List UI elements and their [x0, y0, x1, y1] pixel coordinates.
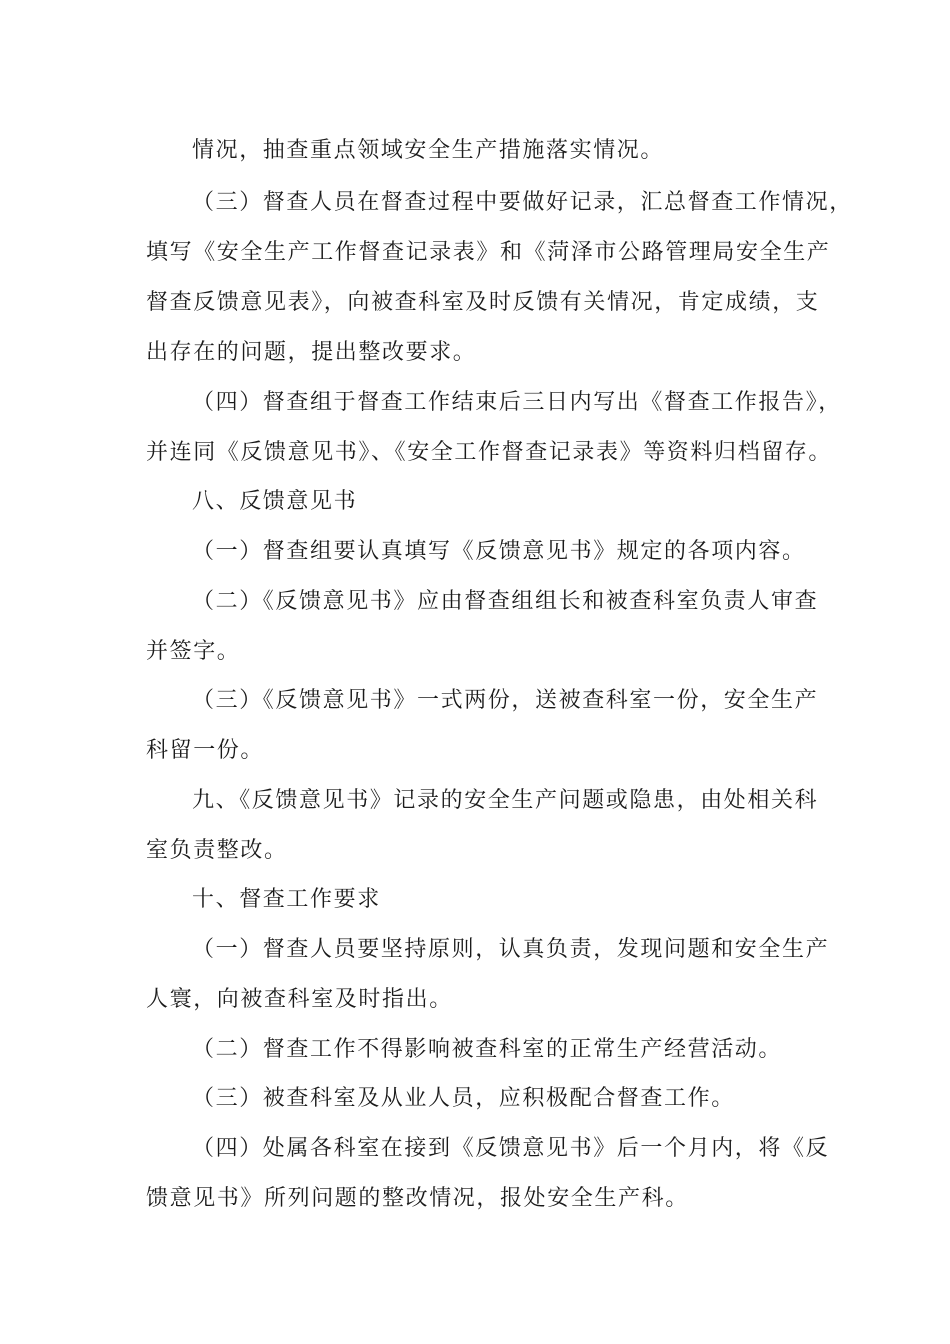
paragraph-line-7: 并连同《反馈意见书》、《安全工作督查记录表》等资料归档留存。 [146, 440, 833, 465]
paragraph-line-12: （三）《反馈意见书》一式两份，送被查科室一份，安全生产 [192, 688, 819, 713]
paragraph-line-9: （一）督查组要认真填写《反馈意见书》规定的各项内容。 [192, 539, 806, 564]
paragraph-line-4: 督查反馈意见表》，向被查科室及时反馈有关情况，肯定成绩，支 [146, 290, 820, 315]
paragraph-line-21: （四）处属各科室在接到《反馈意见书》后一个月内，将《反 [192, 1136, 830, 1161]
paragraph-line-22: 馈意见书》所列问题的整改情况，报处安全生产科。 [146, 1186, 689, 1211]
section-heading-8: 八、反馈意见书 [192, 489, 358, 514]
section-heading-10: 十、督查工作要求 [192, 887, 381, 912]
paragraph-line-2: （三）督查人员在督查过程中要做好记录，汇总督查工作情况， [192, 190, 853, 215]
paragraph-line-6: （四）督查组于督查工作结束后三日内写出《督查工作报告》， [192, 390, 842, 415]
paragraph-line-3: 填写《安全生产工作督查记录表》和《菏泽市公路管理局安全生产 [146, 240, 831, 265]
paragraph-line-15: 室负责整改。 [146, 838, 288, 863]
paragraph-line-19: （二）督查工作不得影响被查科室的正常生产经营活动。 [192, 1037, 783, 1062]
paragraph-line-1: 情况，抽查重点领域安全生产措施落实情况。 [192, 138, 665, 163]
paragraph-line-13: 科留一份。 [146, 738, 265, 763]
paragraph-line-11: 并签字。 [146, 639, 241, 664]
paragraph-line-18: 人寰，向被查科室及时指出。 [146, 987, 453, 1012]
paragraph-line-17: （一）督查人员要坚持原则，认真负责，发现问题和安全生产 [192, 937, 830, 962]
paragraph-line-5: 出存在的问题，提出整改要求。 [146, 340, 477, 365]
paragraph-line-10: （二）《反馈意见书》应由督查组组长和被查科室负责人审查 [192, 589, 819, 614]
section-heading-9: 九、《反馈意见书》记录的安全生产问题或隐患，由处相关科 [192, 788, 819, 813]
paragraph-line-20: （三）被查科室及从业人员，应积极配合督查工作。 [192, 1086, 735, 1111]
